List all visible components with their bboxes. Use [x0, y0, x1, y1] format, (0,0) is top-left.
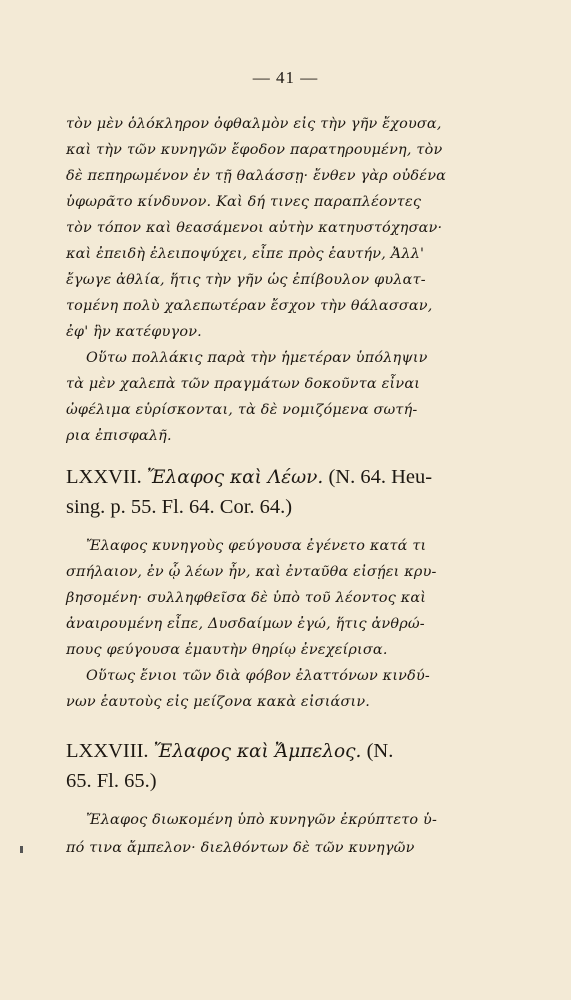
text-line: πό τινα ἄμπελον· διελθόντων δὲ τῶν κυνηγῶν — [66, 840, 415, 856]
text-line: Οὕτως ἔνιοι τῶν διὰ φόβον ἐλαττόνων κινδύ- — [86, 668, 430, 684]
text-line: δὲ πεπηρωμένον ἐν τῇ θαλάσσῃ· ἔνθεν γὰρ οὐδένα — [66, 168, 447, 184]
text-line: Ἔλαφος κυνηγοὺς φεύγουσα ἐγένετο κατά τι — [86, 538, 427, 554]
fable-heading — [66, 740, 496, 763]
fable-numeral: LXXVIII. — [66, 740, 149, 762]
text-line: ρια ἐπισφαλῆ. — [66, 428, 172, 444]
fable-numeral: LXXVII. — [66, 466, 142, 488]
text-line: πους φεύγουσα ἐμαυτὴν θηρίῳ ἐνεχείρισα. — [66, 642, 388, 658]
margin-mark — [20, 846, 23, 853]
fable-heading — [66, 466, 496, 489]
fable-title: Ἔλαφος καὶ Λέων. — [146, 467, 324, 488]
text-line: ἐφ' ἣν κατέφυγον. — [66, 324, 202, 340]
text-line: καὶ τὴν τῶν κυνηγῶν ἔφοδον παρατηρουμένη, τὸν — [66, 142, 443, 158]
fable-reference-cont: 65. Fl. 65.) — [66, 770, 157, 792]
text-line: νων ἑαυτοὺς εἰς μείζονα κακὰ εἰσιάσιν. — [66, 694, 371, 710]
text-line: τὸν τόπον καὶ θεασάμενοι αὐτὴν κατηυστόχησαν· — [66, 220, 443, 236]
text-line: τὸν μὲν ὁλόκληρον ὀφθαλμὸν εἰς τὴν γῆν ἔχουσα, — [66, 116, 442, 132]
text-line: Ἔλαφος διωκομένη ὑπὸ κυνηγῶν ἐκρύπτετο ὑ- — [86, 812, 438, 828]
text-line: ὑφωρᾶτο κίνδυνον. Καὶ δή τινες παραπλέοντες — [66, 194, 422, 210]
text-line: ἀναιρουμένη εἶπε, Δυσδαίμων ἐγώ, ἥτις ἀνθρώ- — [66, 616, 425, 632]
fable-title: Ἔλαφος καὶ Ἄμπελος. — [153, 741, 362, 762]
fable-reference: (N. — [366, 740, 394, 762]
fable-reference-cont: sing. p. 55. Fl. 64. Cor. 64.) — [66, 496, 293, 518]
text-line: βησομένη· συλληφθεῖσα δὲ ὑπὸ τοῦ λέοντος καὶ — [66, 590, 427, 606]
text-line: σπήλαιον, ἐν ᾧ λέων ἦν, καὶ ἐνταῦθα εἰσῄει κρυ- — [66, 564, 437, 580]
text-line: τομένη πολὺ χαλεπωτέραν ἔσχον τὴν θάλασσαν, — [66, 298, 433, 314]
fable-reference: (N. 64. Heu- — [328, 466, 433, 488]
page-number: — 41 — — [252, 68, 319, 87]
text-line: ἔγωγε ἀθλία, ἥτις τὴν γῆν ὡς ἐπίβουλον φυλατ- — [66, 272, 426, 288]
text-line: καὶ ἐπειδὴ ἐλειποψύχει, εἶπε πρὸς ἑαυτήν, Ἀλλ' — [66, 246, 425, 262]
text-line: ὠφέλιμα εὑρίσκονται, τὰ δὲ νομιζόμενα σωτή- — [66, 402, 418, 418]
text-line: τὰ μὲν χαλεπὰ τῶν πραγμάτων δοκοῦντα εἶναι — [66, 376, 421, 392]
text-line: Οὕτω πολλάκις παρὰ τὴν ἡμετέραν ὑπόληψιν — [86, 350, 428, 366]
